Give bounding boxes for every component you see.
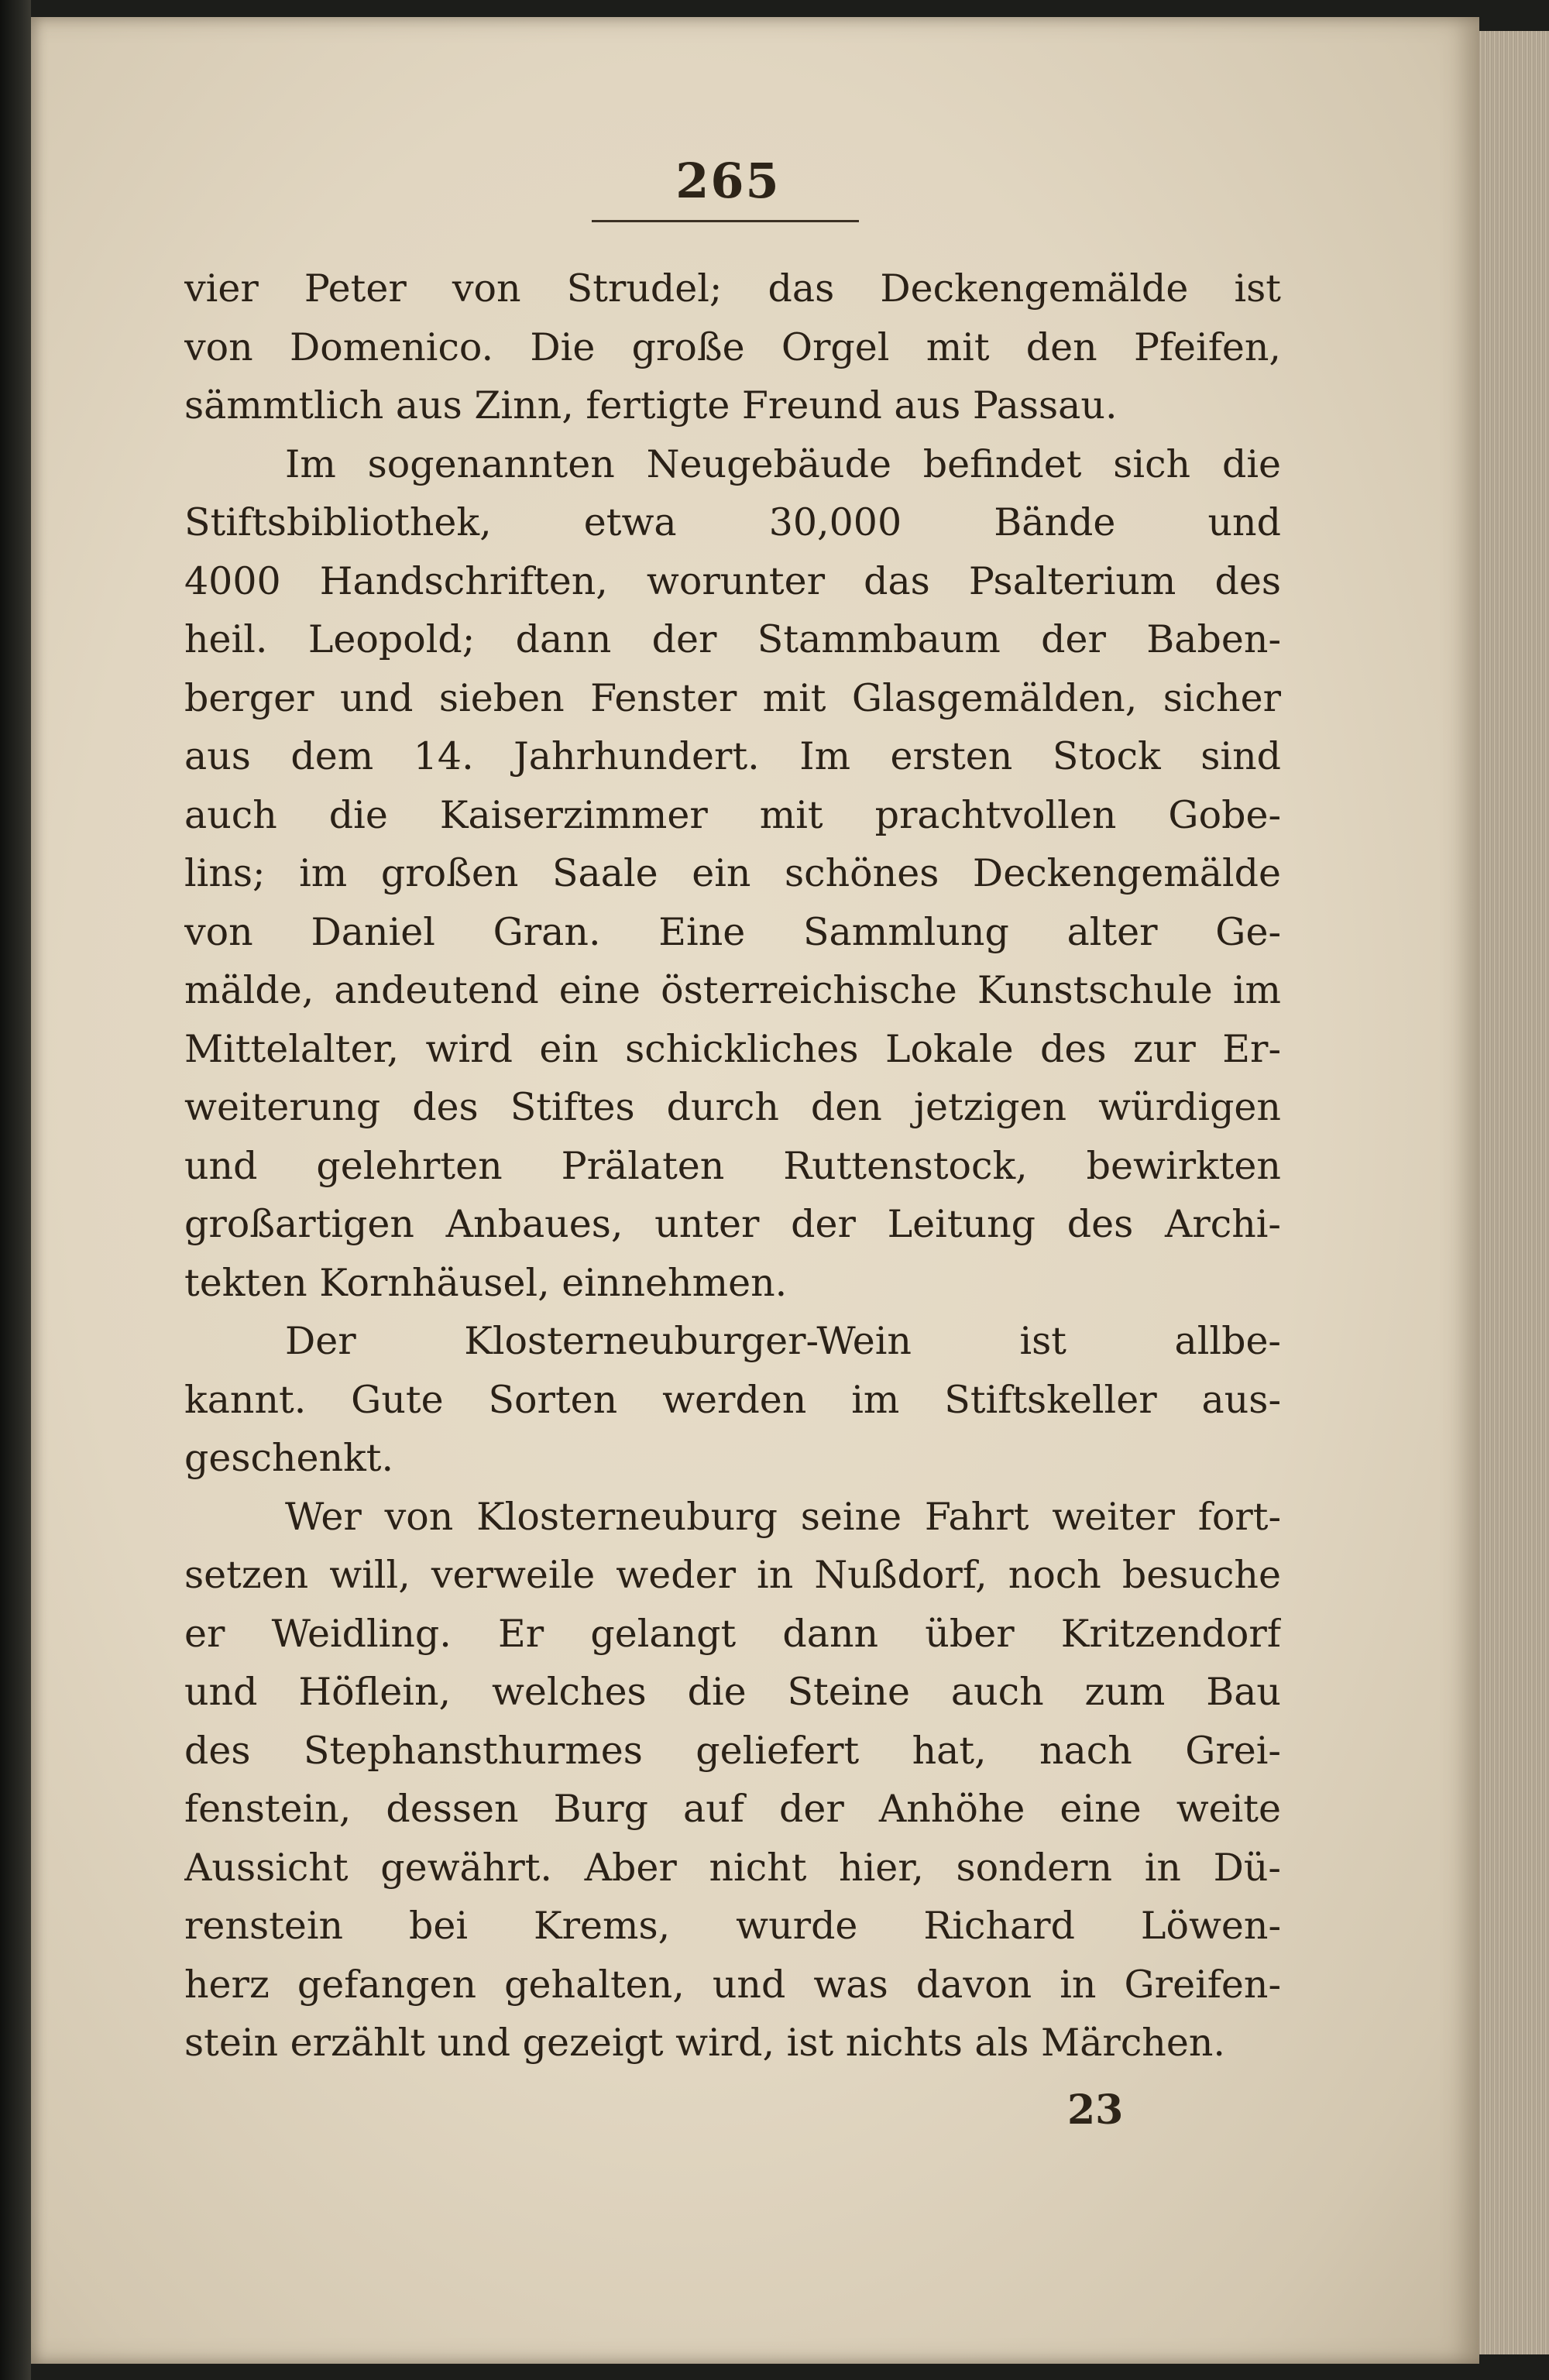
text-line: auch die Kaiserzimmer mit prachtvollen Gobe-: [184, 792, 1281, 837]
text-line: großartigen Anbaues, unter der Leitung des Archi-: [184, 1202, 1281, 1246]
text-line: berger und sieben Fenster mit Glasgemälden, sicher: [184, 675, 1281, 720]
text-line: heil. Leopold; dann der Stammbaum der Baben-: [184, 617, 1281, 661]
text-line: lins; im großen Saale ein schönes Deckengemälde: [184, 851, 1281, 895]
text-line: geschenkt.: [184, 1436, 394, 1480]
text-line: stein erzählt und gezeigt wird, ist nichts als Märchen.: [184, 2021, 1225, 2065]
text-line: setzen will, verweile weder in Nußdorf, noch besuche: [184, 1553, 1281, 1597]
text-line: von Domenico. Die große Orgel mit den Pfeifen,: [184, 325, 1281, 369]
body-text: [184, 259, 1281, 2073]
text-line: Mittelalter, wird ein schickliches Lokale des zur Er-: [184, 1026, 1281, 1071]
text-line: 4000 Handschriften, worunter das Psalterium des: [184, 558, 1281, 603]
text-line: sämmtlich aus Zinn, fertigte Freund aus Passau.: [184, 383, 1118, 428]
text-line: herz gefangen gehalten, und was davon in Greifen-: [184, 1962, 1281, 2007]
signature-mark: 23: [1067, 2086, 1124, 2134]
page-number: 265: [675, 153, 781, 209]
text-line: weiterung des Stiftes durch den jetzigen würdigen: [184, 1085, 1281, 1129]
header-rule: [592, 220, 859, 222]
text-line: er Weidling. Er gelangt dann über Kritzendorf: [184, 1611, 1281, 1656]
text-line: mälde, andeutend eine österreichische Kunstschule im: [184, 968, 1281, 1012]
book-binding: [0, 0, 31, 2380]
text-line: und gelehrten Prälaten Ruttenstock, bewirkten: [184, 1143, 1281, 1188]
text-line: aus dem 14. Jahrhundert. Im ersten Stock sind: [184, 734, 1281, 778]
text-line: von Daniel Gran. Eine Sammlung alter Ge-: [184, 909, 1281, 954]
text-line: Stiftsbibliothek, etwa 30,000 Bände und: [184, 500, 1281, 544]
text-line: Der Klosterneuburger-Wein ist allbe-: [285, 1319, 1281, 1363]
text-line: vier Peter von Strudel; das Deckengemälde ist: [184, 266, 1281, 311]
text-line: Im sogenannten Neugebäude befindet sich die: [285, 441, 1281, 486]
text-line: renstein bei Krems, wurde Richard Löwen-: [184, 1904, 1281, 1948]
text-line: des Stephansthurmes geliefert hat, nach Grei-: [184, 1728, 1281, 1773]
text-line: fenstein, dessen Burg auf der Anhöhe eine weite: [184, 1787, 1281, 1831]
text-line: tekten Kornhäusel, einnehmen.: [184, 1260, 788, 1305]
text-line: kannt. Gute Sorten werden im Stiftskeller aus-: [184, 1377, 1281, 1422]
text-line: Aussicht gewährt. Aber nicht hier, sondern in Dü-: [184, 1845, 1281, 1890]
text-line: Wer von Klosterneuburg seine Fahrt weiter fort-: [285, 1494, 1281, 1539]
text-line: und Höflein, welches die Steine auch zum Bau: [184, 1670, 1281, 1714]
book-page: [31, 17, 1479, 2364]
